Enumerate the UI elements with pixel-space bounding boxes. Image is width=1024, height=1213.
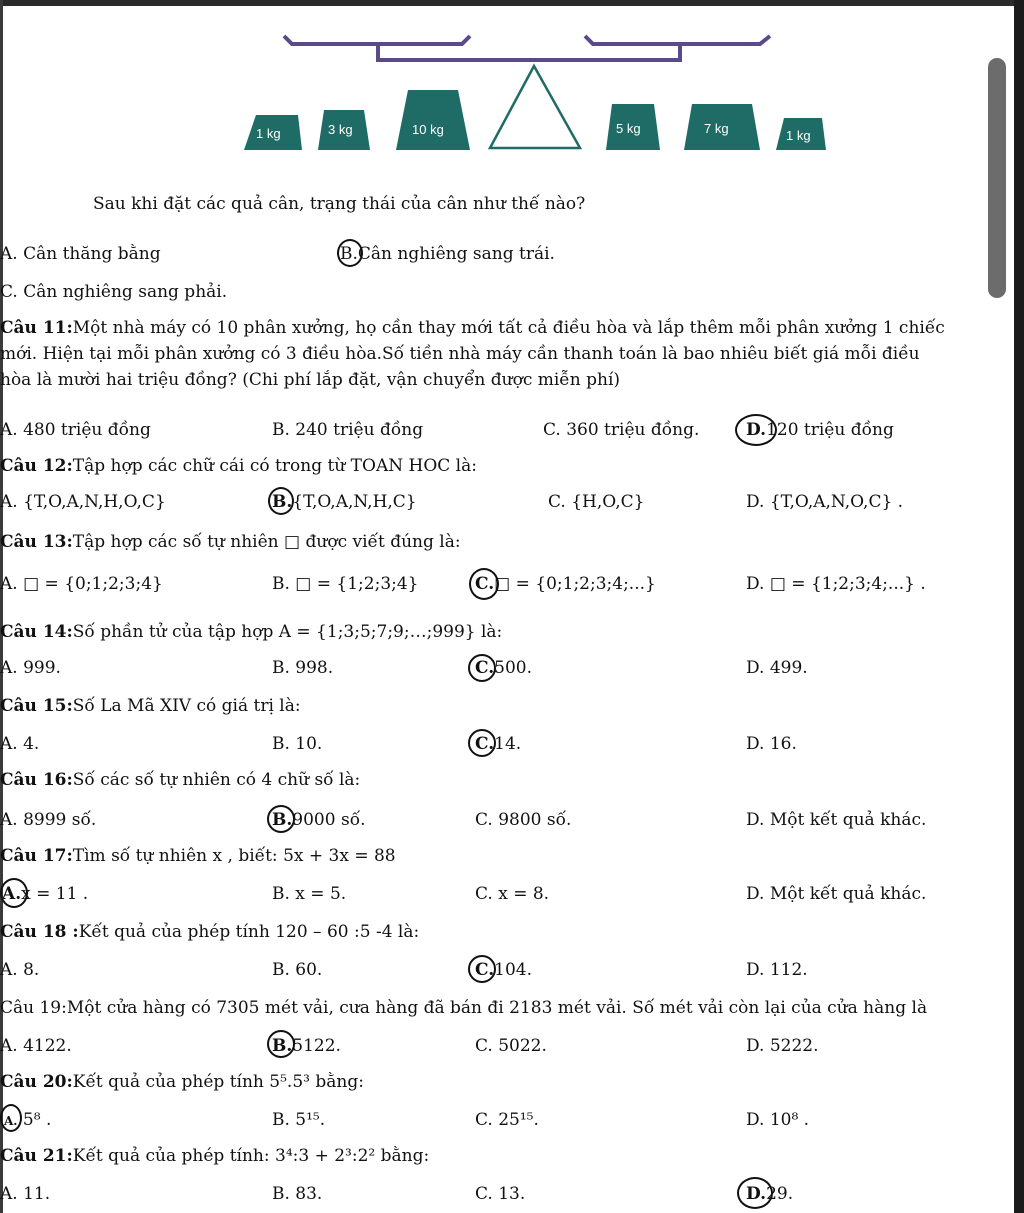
q10-option-b: B.Cân nghiêng sang trái. [340, 244, 555, 264]
question-13-text: Câu 13:Tập hợp các số tự nhiên □ được viết đúng là: [0, 532, 461, 552]
q21-option-c: C. 13. [475, 1184, 526, 1204]
q14-option-a: A. 999. [0, 658, 61, 678]
q21-option-b: B. 83. [272, 1184, 323, 1204]
q12-option-a: A. {T,O,A,N,H,O,C} [0, 492, 166, 512]
q17-option-c: C. x = 8. [475, 884, 550, 904]
q16-option-c: C. 9800 số. [475, 810, 572, 830]
question-21-text: Câu 21:Kết quả của phép tính: 3⁴:3 + 2³:2² bằng: [0, 1146, 430, 1166]
q20-option-b: B. 5¹⁵. [272, 1110, 326, 1130]
q18-option-d: D. 112. [746, 960, 808, 980]
q19-option-c: C. 5022. [475, 1036, 547, 1056]
question-16-text: Câu 16:Số các số tự nhiên có 4 chữ số là: [0, 770, 361, 790]
q12-option-c: C. {H,O,C} [548, 492, 645, 512]
q18-option-b: B. 60. [272, 960, 323, 980]
q10-option-c: C. Cân nghiêng sang phải. [0, 282, 228, 302]
q18-option-c: C.104. [475, 960, 533, 980]
window-right-edge [1014, 0, 1024, 1213]
q12-option-d: D. {T,O,A,N,O,C} . [746, 492, 904, 512]
question-10-text: Sau khi đặt các quả cân, trạng thái của cân như thế nào? [93, 194, 586, 214]
q13-option-a: A. □ = {0;1;2;3;4} [0, 574, 163, 594]
q19-option-a: A. 4122. [0, 1036, 72, 1056]
q11-option-d: D.120 triệu đồng [746, 420, 894, 440]
vertical-scrollbar-thumb[interactable] [988, 58, 1006, 298]
weight-1kg-right [776, 118, 826, 150]
q16-option-a: A. 8999 số. [0, 810, 97, 830]
window-left-edge [0, 0, 3, 1213]
svg-text:3 kg: 3 kg [328, 122, 353, 137]
svg-text:10 kg: 10 kg [412, 122, 444, 137]
q18-option-a: A. 8. [0, 960, 40, 980]
weight-1kg-left [244, 115, 302, 150]
question-11-line-3: hòa là mười hai triệu đồng? (Chi phí lắp đặt, vận chuyển được miễn phí) [0, 370, 621, 390]
q13-option-c: C.□ = {0;1;2;3;4;...} [475, 574, 656, 594]
balance-beam [284, 36, 770, 60]
q15-option-a: A. 4. [0, 734, 40, 754]
q14-option-c: C.500. [475, 658, 533, 678]
question-12-text: Câu 12:Tập hợp các chữ cái có trong từ TOAN HOC là: [0, 456, 477, 476]
q20-option-c: C. 25¹⁵. [475, 1110, 539, 1130]
weight-5kg [606, 104, 660, 150]
q11-option-b: B. 240 triệu đồng [272, 420, 424, 440]
svg-text:7 kg: 7 kg [704, 121, 729, 136]
q16-option-d: D. Một kết quả khác. [746, 810, 927, 830]
svg-text:1 kg: 1 kg [786, 128, 811, 143]
question-17-text: Câu 17:Tìm số tự nhiên x , biết: 5x + 3x = 88 [0, 846, 396, 866]
weight-7kg [684, 104, 760, 150]
weight-10kg [396, 90, 470, 150]
svg-text:5 kg: 5 kg [616, 121, 641, 136]
q12-option-b: B.{T,O,A,N,H,C} [272, 492, 417, 512]
question-20-text: Câu 20:Kết quả của phép tính 5⁵.5³ bằng: [0, 1072, 364, 1092]
q17-option-d: D. Một kết quả khác. [746, 884, 927, 904]
question-11-line-2: mới. Hiện tại mỗi phân xưởng có 3 điều hòa.Số tiền nhà máy cần thanh toán là bao nhiêu biết giá mỗi điều [0, 344, 920, 364]
q19-option-b: B.5122. [272, 1036, 341, 1056]
fulcrum-triangle [490, 66, 580, 148]
q20-option-d: D. 10⁸ . [746, 1110, 810, 1130]
q15-option-c: C.14. [475, 734, 522, 754]
q11-option-a: A. 480 triệu đồng [0, 420, 151, 440]
q15-option-d: D. 16. [746, 734, 797, 754]
q21-option-d: D.29. [746, 1184, 794, 1204]
q17-option-b: B. x = 5. [272, 884, 347, 904]
question-19-text: Câu 19:Một cửa hàng có 7305 mét vải, cưa hàng đã bán đi 2183 mét vải. Số mét vải còn lại của cửa hàng là [0, 998, 928, 1018]
weight-3kg [318, 110, 370, 150]
svg-text:1 kg: 1 kg [256, 126, 281, 141]
q19-option-d: D. 5222. [746, 1036, 819, 1056]
q14-option-b: B. 998. [272, 658, 334, 678]
q20-option-a: A. 5⁸ . [4, 1110, 52, 1130]
q14-option-d: D. 499. [746, 658, 808, 678]
q15-option-b: B. 10. [272, 734, 323, 754]
question-14-text: Câu 14:Số phần tử của tập hợp A = {1;3;5;7;9;…;999} là: [0, 622, 503, 642]
q17-option-a: A.x = 11 . [2, 884, 89, 904]
balance-scale-figure [240, 30, 840, 160]
question-15-text: Câu 15:Số La Mã XIV có giá trị là: [0, 696, 301, 716]
question-18-text: Câu 18 :Kết quả của phép tính 120 – 60 :5 -4 là: [0, 922, 420, 942]
q13-option-d: D. □ = {1;2;3;4;...} . [746, 574, 926, 594]
q13-option-b: B. □ = {1;2;3;4} [272, 574, 419, 594]
question-11-line-1: Câu 11:Một nhà máy có 10 phân xưởng, họ cần thay mới tất cả điều hòa và lắp thêm mỗi phân xưởng 1 chiếc [0, 318, 945, 338]
q11-option-c: C. 360 triệu đồng. [543, 420, 700, 440]
q21-option-a: A. 11. [0, 1184, 51, 1204]
q16-option-b: B.9000 số. [272, 810, 366, 830]
q10-option-a: A. Cân thăng bằng [0, 244, 161, 264]
window-top-edge [0, 0, 1024, 6]
